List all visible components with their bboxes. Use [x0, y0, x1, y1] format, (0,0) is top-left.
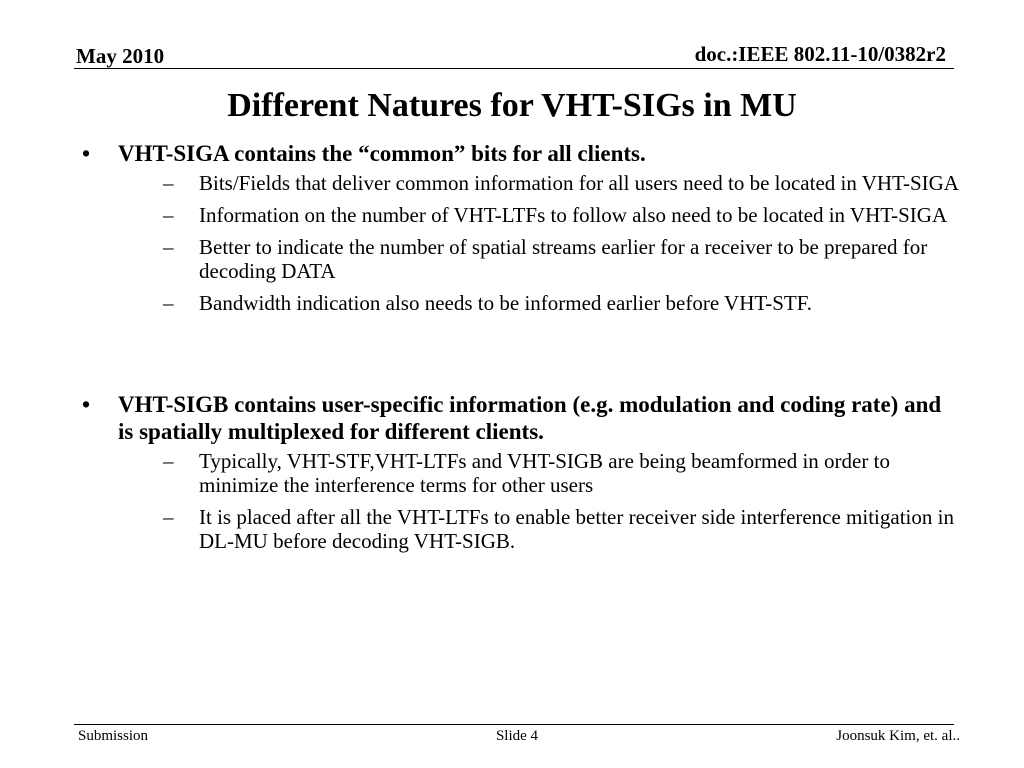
footer-slide-number: Slide 4 — [495, 728, 539, 744]
sub-bullet-text: Bandwidth indication also needs to be informed earlier before VHT-STF. — [199, 291, 813, 315]
bullet-marker: • — [82, 392, 91, 417]
slide-body — [82, 140, 962, 561]
dash-marker: – — [163, 235, 174, 259]
dash-marker: – — [163, 171, 174, 195]
sub-bullet-item — [118, 235, 962, 283]
bullet-spacer — [82, 323, 962, 391]
sub-bullet-item — [118, 291, 962, 315]
sub-bullet-text: Bits/Fields that deliver common information for all users need to be located in VHT-SIGA — [199, 171, 959, 195]
bullet-marker: • — [82, 141, 91, 166]
slide-title: Different Natures for VHT-SIGs in MU — [227, 87, 797, 124]
sub-bullet-list — [118, 449, 962, 553]
header-doc-id: doc.:IEEE 802.11-10/0382r2 — [694, 42, 946, 66]
sub-bullet-text: Better to indicate the number of spatial streams earlier for a receiver to be prepared for decoding DATA — [199, 235, 928, 283]
dash-marker: – — [163, 203, 174, 227]
bullet-text: VHT-SIGB contains user-specific information (e.g. modulation and coding rate) and is spatially multiplexed for different clients. — [118, 392, 942, 444]
dash-marker: – — [163, 449, 174, 473]
header-date: May 2010 — [76, 44, 165, 68]
dash-marker: – — [163, 505, 174, 529]
dash-marker: – — [163, 291, 174, 315]
sub-bullet-text: Typically, VHT-STF,VHT-LTFs and VHT-SIGB are being beamformed in order to minimize the interference terms for other users — [199, 449, 890, 497]
sub-bullet-item — [118, 449, 962, 497]
header-divider — [74, 68, 954, 69]
bullet-item — [82, 140, 962, 315]
bullet-item — [82, 391, 962, 553]
sub-bullet-item — [118, 171, 962, 195]
sub-bullet-item — [118, 203, 962, 227]
sub-bullet-text: It is placed after all the VHT-LTFs to enable better receiver side interference mitigation in DL-MU before decoding VHT-SIGB. — [199, 505, 954, 553]
footer-authors: Joonsuk Kim, et. al.. — [836, 728, 960, 744]
sub-bullet-item — [118, 505, 962, 553]
sub-bullet-text: Information on the number of VHT-LTFs to follow also need to be located in VHT-SIGA — [199, 203, 948, 227]
footer-divider — [74, 724, 954, 725]
sub-bullet-list — [118, 171, 962, 315]
bullet-text: VHT-SIGA contains the “common” bits for all clients. — [118, 141, 646, 166]
footer-submission: Submission — [78, 728, 149, 744]
